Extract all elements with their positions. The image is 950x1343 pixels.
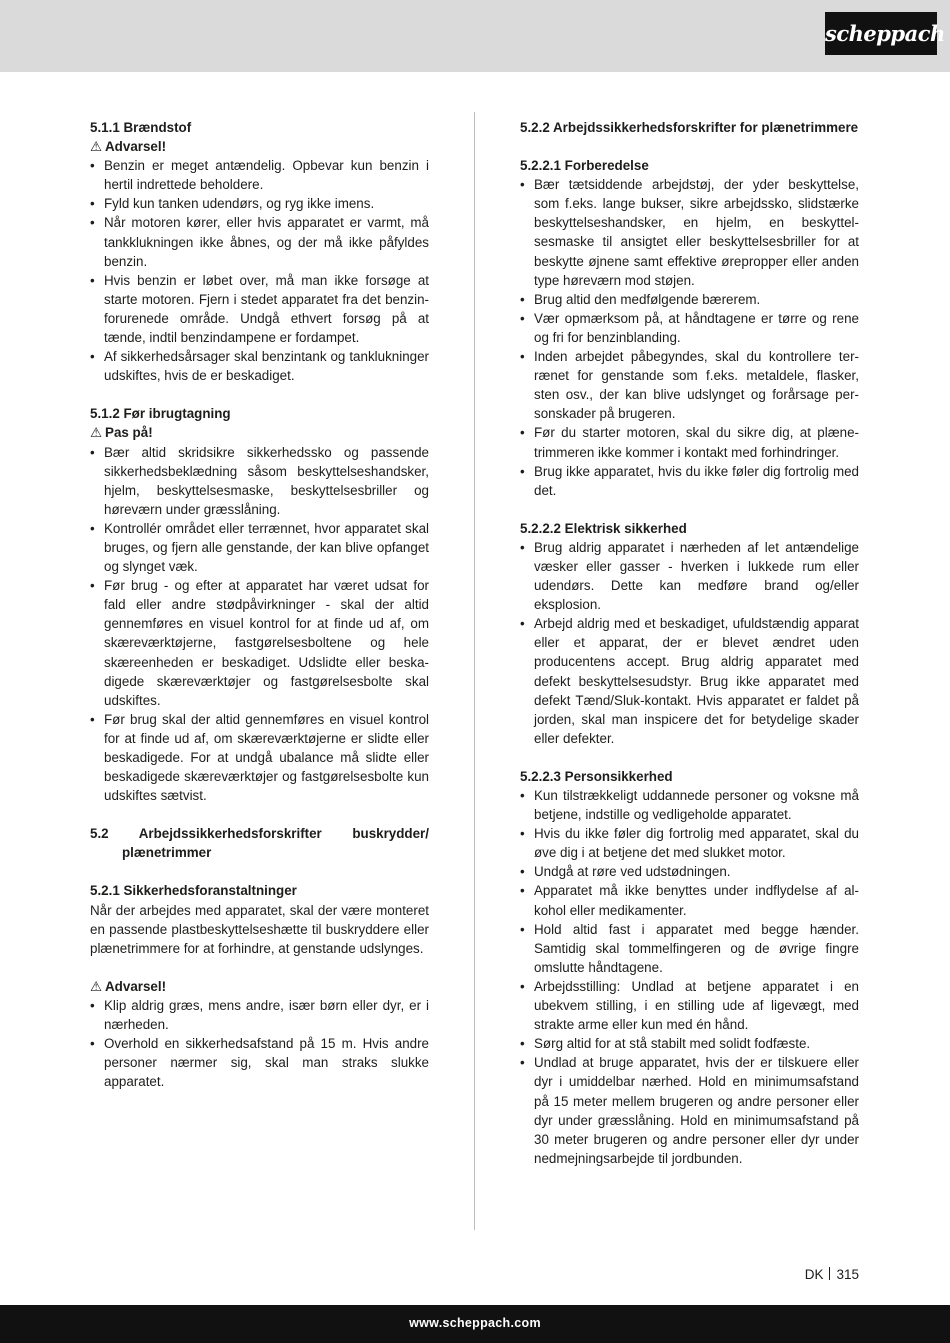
section-title: 5.2.2.1 Forberedelse (520, 158, 649, 174)
list-item: • Inden arbejdet påbegyndes, skal du kontrollere terrænet for genstande som f.eks. metaldele, flasker, sten osv., der kan blive udslynget og forårsage personskader på brugeren. (520, 347, 859, 423)
page-footer (0, 1305, 950, 1343)
list-item: • Hvis benzin er løbet over, må man ikke forsøge at starte motoren. Fjern i stedet apparatet fra det benzin-forurenede område. Undgå ethvert forsøg på at tænde, indtil benzindampene er fordampet. (90, 271, 429, 347)
list-item: • Apparatet må ikke benyttes under indflydelse af alkohol eller medikamenter. (520, 881, 859, 919)
warning-heading: ⚠ Advarsel! (90, 978, 167, 994)
page-header (0, 0, 950, 72)
list-item: • Vær opmærksom på, at håndtagene er tørre og rene og fri for benzinblanding. (520, 309, 859, 347)
section-title: 5.1.2 Før ibrugtagning (90, 406, 231, 422)
bullet-list (90, 443, 429, 806)
warning-triangle-icon: ⚠ (90, 139, 103, 155)
section-5-1-1 (90, 118, 429, 385)
paragraph: Når der arbejdes med apparatet, skal der være monteret en passende plastbeskyttelseshætte til buskryddere eller plænetrimmere for at forhindre, at genstande udslynges. (90, 902, 429, 956)
list-item: • Hvis du ikke føler dig fortrolig med apparatet, skal du øve dig i at betjene det med slukket motor. (520, 824, 859, 862)
bullet-list (520, 538, 859, 748)
section-title: 5.2.2.2 Elektrisk sikkerhed (520, 520, 687, 536)
list-item: • Før brug - og efter at apparatet har været udsat for fald eller andre stødpåvirkninger - skal der altid gennemføres en visuel kontrol for at finde ud af, om skæreværktøjerne, fastgørelsesboltene og hele skæreenheden er beskadiget. Udslidte eller beskadigede skæreværktøjer og fastgørelsesbolte skal udskiftes. (90, 576, 429, 710)
column-divider (474, 112, 475, 1230)
list-item: • Bær altid skridsikre sikkerhedssko og passende sikkerhedsbeklædning såsom beskyttelseshandsker, hjelm, beskyttelsesmaske, beskyttelsesbriller og høreværn under græsslåning. (90, 443, 429, 519)
list-item: • Kun tilstrækkeligt uddannede personer og voksne må betjene, indstille og vedligeholde apparatet. (520, 786, 859, 824)
left-column (90, 118, 429, 1110)
list-item: • Før du starter motoren, skal du sikre dig, at plænetrimmeren ikke kommer i kontakt med forhindringer. (520, 423, 859, 461)
warning-triangle-icon: ⚠ (90, 425, 103, 441)
list-item: • Arbejdsstilling: Undlad at betjene apparatet i en ubekvem stilling, i en stilling ude af ligevægt, med strakte arme eller kun med én hånd. (520, 977, 859, 1034)
section-title: 5.2 Arbejdssikkerhedsforskrifter buskrydder/ plænetrimmer (90, 826, 429, 861)
bullet-list (520, 786, 859, 1168)
section-5-2-2-1 (520, 156, 859, 500)
bullet-list (520, 175, 859, 500)
list-item: • Undlad at bruge apparatet, hvis der er tilskuere eller dyr i umiddelbar nærhed. Hold en minimumsafstand på 15 meter mellem brugeren og andre personer eller dyr under græsslåning. Hold en minimumsafstand på 30 meter brugeren og andre personer eller dyr under nedmejningsarbejde til jordbunden. (520, 1053, 859, 1168)
list-item: • Før brug skal der altid gennemføres en visuel kontrol for at finde ud af, om skæreværktøjerne er slidte eller beskadigede. For at undgå ubalance må slidte eller beskadigede skæreværktøjer og fastgørelsesbolte kun udskiftes sætvist. (90, 710, 429, 805)
list-item: • Brug altid den medfølgende bærerem. (520, 290, 859, 309)
section-5-2 (90, 824, 429, 862)
list-item: • Sørg altid for at stå stabilt med solidt fodfæste. (520, 1034, 859, 1053)
section-title: 5.1.1 Brændstof (90, 120, 192, 135)
section-title: 5.2.1 Sikkerhedsforanstaltninger (90, 883, 297, 899)
warning-triangle-icon: ⚠ (90, 978, 103, 994)
list-item: • Kontrollér området eller terrænnet, hvor apparatet skal bruges, og fjern alle genstande, der kan blive opfanget og slynget væk. (90, 519, 429, 576)
bullet-list (90, 996, 429, 1091)
section-5-2-2-2 (520, 519, 859, 748)
warning-heading: ⚠ Pas på! (90, 425, 153, 441)
list-item: • Brug ikke apparatet, hvis du ikke føler dig fortrolig med det. (520, 462, 859, 500)
list-item: • Arbejd aldrig med et beskadiget, ufuldstændig apparat eller et apparat, der er blevet ændret uden producentens accept. Brug aldrig apparatet med defekt beskyttelsesudstyr. Brug ikke apparatet med defekt Tænd/Sluk-kontakt. Hvis apparatet er faldet på jorden, skal man inspicere det for betydelige skader eller defekter. (520, 614, 859, 748)
website-link[interactable]: www.scheppach.com (409, 1316, 541, 1330)
list-item: • Fyld kun tanken udendørs, og ryg ikke imens. (90, 194, 429, 213)
list-item: • Undgå at røre ved udstødningen. (520, 862, 859, 881)
bullet-list (90, 156, 429, 385)
warning-heading: ⚠ Advarsel! (90, 139, 167, 155)
list-item: • Af sikkerhedsårsager skal benzintank og tanklukninger udskiftes, hvis de er beskadiget. (90, 347, 429, 385)
scheppach-logo: scheppach (825, 12, 937, 55)
section-title: 5.2.2.3 Personsikkerhed (520, 768, 673, 784)
section-title: 5.2.2 Arbejdssikkerhedsforskrifter for plænetrimmere (520, 120, 859, 135)
right-column (520, 118, 859, 1187)
list-item: • Brug aldrig apparatet i nærheden af let antændelige væsker eller gasser - hverken i lukkede rum eller udendørs. Dette kan medføre brand og/eller eksplosion. (520, 538, 859, 614)
list-item: • Benzin er meget antændelig. Opbevar kun benzin i hertil indrettede beholdere. (90, 156, 429, 194)
page-number (805, 1265, 859, 1284)
section-5-1-2 (90, 404, 429, 805)
list-item: • Når motoren kører, eller hvis apparatet er varmt, må tankklukningen ikke åbnes, og der må ikke påfyldes benzin. (90, 213, 429, 270)
section-5-2-1 (90, 881, 429, 1091)
section-5-2-2 (520, 118, 859, 137)
section-5-2-2-3 (520, 767, 859, 1168)
list-item: • Bær tætsiddende arbejdstøj, der yder beskyttelse, som f.eks. lange bukser, sikre arbejdssko, slidstærke beskyttelseshandsker, en hjelm, en beskyttelsesmaske til ansigtet eller beskyttelsesbriller for at beskytte øjnene samt effektive ørepropper eller anden type høreværn mod støjen. (520, 175, 859, 290)
list-item: • Hold altid fast i apparatet med begge hænder. Samtidig skal tommelfingeren og de øvrige fingre omslutte håndtagene. (520, 920, 859, 977)
list-item: • Overhold en sikkerhedsafstand på 15 m. Hvis andre personer nærmer sig, skal man straks slukke apparatet. (90, 1034, 429, 1091)
page-number-value: 315 (836, 1267, 859, 1282)
separator (829, 1267, 830, 1280)
list-item: • Klip aldrig græs, mens andre, især børn eller dyr, er i nærheden. (90, 996, 429, 1034)
language-code: DK (804, 1267, 824, 1282)
